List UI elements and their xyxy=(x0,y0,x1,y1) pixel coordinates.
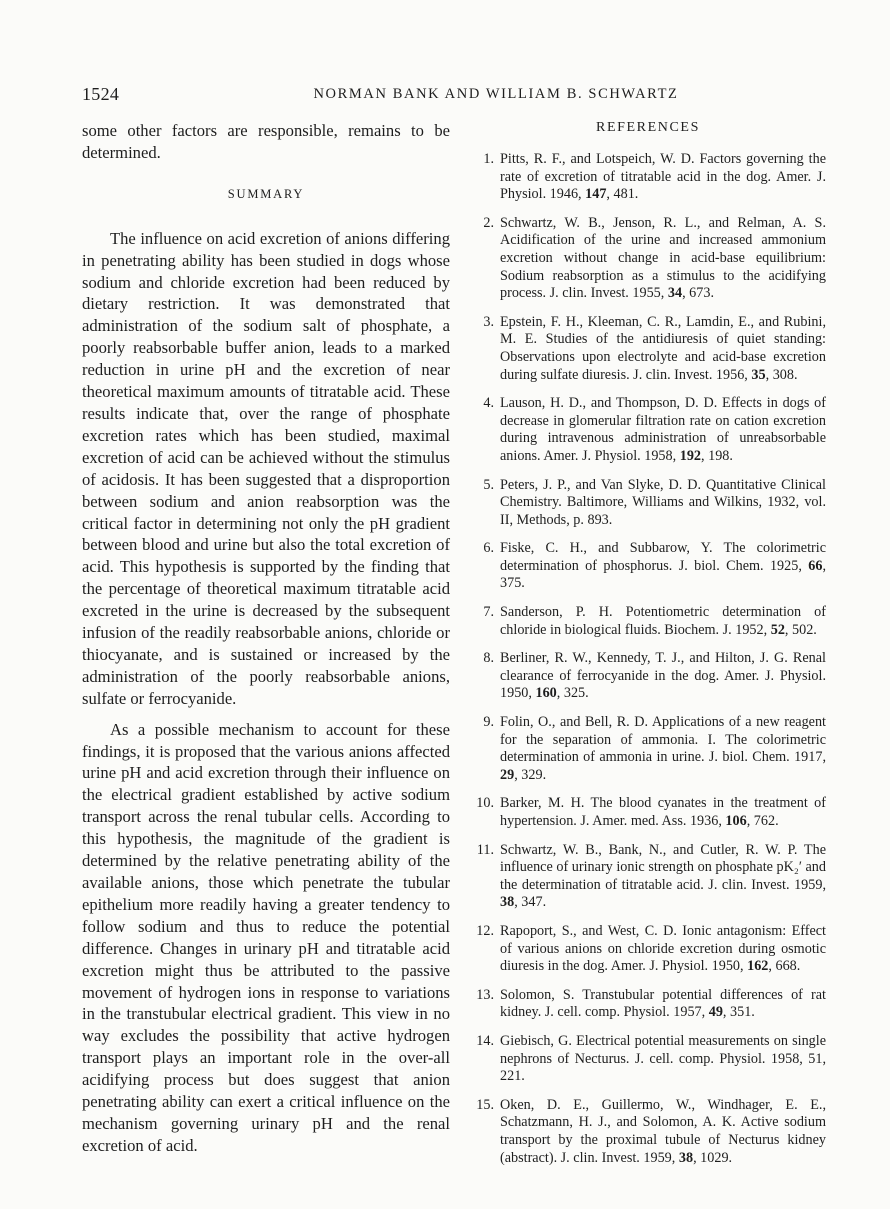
reference-text: Epstein, F. H., Kleeman, C. R., Lamdin, E., and Rubini, M. E. Studies of the antidiuresis of quiet standing: Observations upon electrolyte and acid-base excretion during sulfate diuresis. J. clin. Invest. 1956, 35, 308. xyxy=(500,313,826,383)
reference-number: 5. xyxy=(483,476,494,493)
reference-number: 6. xyxy=(483,540,494,557)
reference-text: Rapoport, S., and West, C. D. Ionic antagonism: Effect of various anions on chloride excretion during osmotic diuresis in the dog. Amer. J. Physiol. 1950, 162, 668. xyxy=(500,922,826,975)
reference-number: 13. xyxy=(476,986,494,1003)
reference-volume: 52 xyxy=(770,621,785,638)
summary-paragraph-1: The influence on acid excretion of anions differing in penetrating ability has been studied in dogs whose sodium and chloride excretion had been reduced by dietary restriction. It was demonstrated that administration of the sodium salt of phosphate, a poorly reabsorbable buffer anion, leads to a marked reduction in urine pH and the excretion of near theoretical maximum amounts of titratable acid. These results indicate that, over the range of phosphate excretion rates which has been studied, maximal excretion of acid can be achieved without the stimulus of acidosis. It has been suggested that a disproportion between sodium and anion reabsorption was the critical factor in determining not only the pH gradient between blood and urine but also the total excretion of acid. This hypothesis is supported by the finding that the percentage of theoretical maximum titratable acid excreted in the urine is decreased by the subsequent infusion of the readily reabsorbable anions, chloride or thiocyanate, and is sustained or increased by the administration of the poorly reabsorbable anions, sulfate or ferrocyanide. xyxy=(82,228,450,708)
reference-item xyxy=(470,650,826,703)
reference-text: Schwartz, W. B., Jenson, R. L., and Relman, A. S. Acidification of the urine and increased ammonium excretion without change in acid-base equilibrium: Sodium reabsorption as a stimulus to the acidifying process. J. clin. Invest. 1955, 34, 673. xyxy=(500,214,826,302)
reference-volume: 106 xyxy=(725,813,747,829)
reference-text: Barker, M. H. The blood cyanates in the treatment of hypertension. J. Amer. med. Ass. 1936, 106, 762. xyxy=(500,795,826,829)
reference-item xyxy=(470,314,826,384)
reference-number: 1. xyxy=(483,151,494,167)
reference-item xyxy=(470,714,826,784)
reference-item xyxy=(470,795,826,830)
reference-volume: 160 xyxy=(535,685,557,702)
reference-volume: 35 xyxy=(751,366,766,383)
reference-text: Schwartz, W. B., Bank, N., and Cutler, R. W. P. The influence of urinary ionic strength on phosphate pK₂′ and the determination of titratable acid. J. clin. Invest. 1959, 38, 347. xyxy=(500,841,826,911)
reference-volume: 162 xyxy=(747,958,769,975)
reference-number: 3. xyxy=(483,313,494,330)
reference-list xyxy=(470,151,826,1167)
reference-volume: 38 xyxy=(500,894,515,911)
continuation-text: some other factors are responsible, remains to be determined. xyxy=(82,121,450,162)
reference-number: 15. xyxy=(476,1096,494,1113)
reference-number: 2. xyxy=(483,214,494,231)
running-head: NORMAN BANK AND WILLIAM B. SCHWARTZ xyxy=(313,86,679,102)
summary-heading: SUMMARY xyxy=(227,186,305,201)
reference-item xyxy=(470,395,826,465)
reference-item xyxy=(470,1097,826,1167)
reference-number: 14. xyxy=(476,1032,494,1049)
reference-text: Folin, O., and Bell, R. D. Applications of a new reagent for the separation of ammonia. I. The colorimetric determination of ammonia in urine. J. biol. Chem. 1917, 29, 329. xyxy=(500,714,826,783)
reference-text: Berliner, R. W., Kennedy, T. J., and Hilton, J. G. Renal clearance of ferrocyanide in the dog. Amer. J. Physiol. 1950, 160, 325. xyxy=(500,650,826,702)
left-column xyxy=(82,120,450,1157)
reference-volume: 147 xyxy=(585,186,607,203)
reference-number: 4. xyxy=(483,395,494,412)
reference-number: 7. xyxy=(483,604,494,621)
reference-item xyxy=(470,604,826,639)
reference-item xyxy=(470,842,826,912)
right-column xyxy=(470,120,826,1178)
reference-item xyxy=(470,923,826,976)
reference-text: Oken, D. E., Guillermo, W., Windhager, E. E., Schatzmann, H. J., and Solomon, A. K. Active sodium transport by the proximal tubule of Necturus kidney (abstract). J. clin. Invest. 1959, 38, 1029. xyxy=(500,1096,826,1166)
reference-text: Fiske, C. H., and Subbarow, Y. The colorimetric determination of phosphorus. J. biol. Chem. 1925, 66, 375. xyxy=(500,540,826,592)
reference-volume: 192 xyxy=(679,447,701,464)
reference-volume: 38 xyxy=(678,1149,694,1166)
reference-item xyxy=(470,477,826,530)
reference-text: Sanderson, P. H. Potentiometric determination of chloride in biological fluids. Biochem. J. 1952, 52, 502. xyxy=(500,604,826,638)
reference-item xyxy=(470,151,826,204)
reference-volume: 66 xyxy=(808,557,823,574)
reference-text: Giebisch, G. Electrical potential measurements on single nephrons of Necturus. J. cell. comp. Physiol. 1958, 51, 221. xyxy=(500,1032,826,1085)
reference-volume: 29 xyxy=(500,766,515,783)
reference-text: Lauson, H. D., and Thompson, D. D. Effects in dogs of decrease in glomerular filtration rate on cation excretion during intravenous administration of unreabsorbable anions. Amer. J. Physiol. 1958, 192, 198. xyxy=(500,395,826,464)
reference-number: 9. xyxy=(483,714,494,731)
page-header xyxy=(82,84,830,108)
reference-number: 11. xyxy=(476,841,494,858)
reference-number: 12. xyxy=(476,922,494,939)
references-heading: REFERENCES xyxy=(596,120,700,135)
reference-item xyxy=(470,215,826,303)
reference-text: Solomon, S. Transtubular potential differences of rat kidney. J. cell. comp. Physiol. 1957, 49, 351. xyxy=(500,986,826,1021)
reference-text: Peters, J. P., and Van Slyke, D. D. Quantitative Clinical Chemistry. Baltimore, Williams and Wilkins, 1932, vol. II, Methods, p. 893. xyxy=(500,476,826,528)
reference-volume: 34 xyxy=(667,285,683,302)
reference-item xyxy=(470,987,826,1022)
summary-paragraph-2: As a possible mechanism to account for these findings, it is proposed that the various anions affected urine pH and acid excretion through their influence on the electrical gradient established by active sodium transport across the renal tubular cells. According to this hypothesis, the magnitude of the gradient is determined by the relative penetrating ability of the available anions, those which penetrate the tubular epithelium more readily having a greater tendency to follow sodium and thus to reduce the potential difference. Changes in urinary pH and titratable acid excretion might thus be attributed to the passive movement of hydrogen ions in response to variations in the transtubular electrical gradient. This view in no way excludes the possibility that active hydrogen transport plays an important role in the over-all acidifying process but does suggest that anion penetrating ability can exert a critical influence on the mechanism governing urinary pH and the renal excretion of acid. xyxy=(82,719,450,1155)
reference-number: 8. xyxy=(483,650,494,667)
reference-item xyxy=(470,540,826,593)
reference-text: Pitts, R. F., and Lotspeich, W. D. Factors governing the rate of excretion of titratable acid in the dog. Amer. J. Physiol. 1946, 147, 481. xyxy=(500,151,826,203)
reference-volume: 49 xyxy=(708,1004,723,1021)
reference-item xyxy=(470,1033,826,1086)
reference-number: 10. xyxy=(476,795,494,812)
page-number: 1524 xyxy=(82,84,120,104)
